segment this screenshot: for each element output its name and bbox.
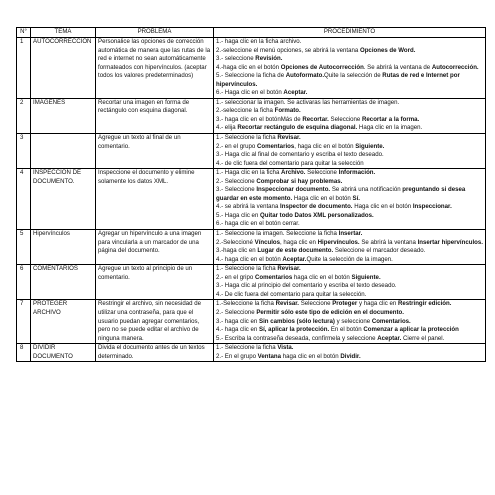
step-text: Haga clic en el botón	[292, 194, 353, 202]
table-row	[17, 344, 486, 362]
step-text: 4.- se abrirá la ventana	[216, 203, 281, 211]
step-emphasis: Permitir sólo este tipo de edición en el documento.	[256, 308, 404, 316]
procedure-step	[216, 335, 483, 344]
row-problema: Restringir el archivo, sin necesidad de utilizar una contraseña, para que el usuario puedan agregar comentarios, pero no se puede editar el archivo de ninguna manera.	[96, 300, 214, 344]
step-emphasis: Recortar.	[302, 115, 329, 123]
step-text: . Se abrirá la ventana de	[363, 63, 432, 71]
step-text: haga clic en el botón	[281, 352, 341, 360]
procedure-step	[216, 124, 483, 133]
procedure-step	[216, 220, 483, 229]
row-problema: Inspeccione el documento y elimine solamente los datos XML.	[96, 169, 214, 230]
row-number: 6	[17, 265, 31, 300]
step-emphasis: Inspeccionar.	[412, 203, 452, 211]
header-row	[17, 28, 486, 38]
step-text: Seleccione	[299, 300, 333, 308]
procedure-step	[216, 107, 483, 116]
step-text: , haga clic en el botón	[294, 142, 356, 150]
procedure-step	[216, 55, 483, 64]
step-emphasis: Aceptar.	[377, 334, 402, 342]
step-text: 1.- Seleccione la ficha	[216, 344, 278, 352]
procedure-step	[216, 151, 483, 160]
procedure-step	[216, 143, 483, 152]
step-emphasis: Comprobar si hay problemas.	[256, 177, 343, 185]
step-emphasis: Aceptar.	[282, 255, 307, 263]
header-tema: TEMA	[31, 28, 96, 38]
procedure-step	[216, 309, 483, 318]
procedure-step	[216, 239, 483, 248]
step-text: 1.-Seleccione la ficha	[216, 300, 276, 308]
step-emphasis: Comentarios	[257, 142, 295, 150]
header-procedimiento: PROCEDIMIENTO	[214, 28, 486, 38]
procedure-step	[216, 230, 483, 239]
step-text: haga clic en el botón	[292, 273, 352, 281]
header-num: N°	[17, 28, 31, 38]
step-text: 1.- haga clic en la ficha archivo.	[216, 38, 302, 45]
step-emphasis: Restringir edición.	[397, 300, 452, 308]
step-text: 1.- Haga clic en la ficha	[216, 169, 282, 177]
step-text: y haga clic en	[357, 300, 398, 308]
step-emphasis: Aceptar.	[283, 89, 308, 97]
step-text: Quite la selección de	[324, 72, 383, 80]
table-body	[17, 38, 486, 362]
row-tema: Hipervínculos	[31, 230, 96, 265]
step-text: 2.- Seleccione	[216, 177, 257, 185]
step-emphasis: Archivo.	[281, 169, 306, 177]
step-text: 6.- haga clic en el botón cerrar.	[216, 220, 300, 228]
table-row	[17, 38, 486, 99]
procedure-step	[216, 134, 483, 143]
procedure-step	[216, 178, 483, 187]
step-emphasis: Inspector de documento.	[280, 203, 353, 211]
step-emphasis: Comenzar a aplicar la protección	[363, 326, 459, 334]
procedure-step	[216, 318, 483, 327]
row-procedimiento	[214, 169, 486, 230]
step-text: 1.- Seleccione la imagen. Seleccione la ficha	[216, 230, 339, 238]
step-text: En el botón	[329, 326, 364, 334]
header-problema: PROBLEMA	[96, 28, 214, 38]
procedure-step	[216, 212, 483, 221]
step-text: 2.-Seleccioné	[216, 238, 255, 246]
step-text: 3.- haga clic en el botónMás de	[216, 115, 303, 123]
procedure-step	[216, 38, 483, 47]
step-emphasis: Recortar a la forma.	[362, 115, 420, 123]
row-number: 2	[17, 98, 31, 133]
step-emphasis: preguntando si desea guardar en este momento.	[216, 186, 466, 202]
procedure-step	[216, 300, 483, 309]
step-emphasis: Quitar todo Datos XML personalizados.	[260, 211, 374, 219]
table-row	[17, 134, 486, 169]
procedures-table	[16, 27, 486, 362]
step-text: 3.- Haga clic al principio del comentario y escriba el texto deseado.	[216, 282, 397, 290]
step-emphasis: Insertar hipervínculos.	[417, 238, 483, 246]
procedure-step	[216, 203, 483, 212]
procedure-step	[216, 116, 483, 125]
row-problema: Divida el documento antes de un textos determinado.	[96, 344, 214, 362]
procedure-step	[216, 186, 483, 203]
row-tema: AUTOCORRECCION	[31, 38, 96, 99]
step-text: 2.-seleccione el menú opciones, se abrirá la ventana	[216, 46, 360, 54]
step-text: Seleccione el marcador deseado.	[333, 247, 426, 255]
procedure-step	[216, 72, 483, 89]
step-text: 3.- Seleccione	[216, 186, 257, 194]
step-text: Quite la selección de la imagen.	[306, 255, 393, 263]
row-tema: INSPECCIÓN DE DOCUMENTO.	[31, 169, 96, 230]
row-procedimiento	[214, 134, 486, 169]
step-text: 1.- seleccionar la imagen. Se activaras las herramientas de imagen.	[216, 98, 400, 106]
step-emphasis: Revisar.	[277, 134, 301, 142]
step-emphasis: Sí.	[352, 194, 360, 202]
step-emphasis: Revisar.	[275, 300, 300, 308]
step-text: 4.- haga clic en	[216, 326, 260, 334]
table-row	[17, 98, 486, 133]
procedure-step	[216, 160, 483, 169]
procedure-step	[216, 291, 483, 300]
procedure-step	[216, 344, 483, 353]
step-emphasis: Opciones de Autocorrección	[280, 63, 364, 71]
step-emphasis: Vista.	[277, 344, 294, 352]
step-emphasis: Siguiente.	[351, 273, 381, 281]
step-text: Seleccione	[328, 115, 363, 123]
step-emphasis: Recortar rectángulo de esquina diagonal.	[237, 124, 358, 132]
step-emphasis: Autoformato.	[285, 72, 325, 80]
step-emphasis: Siguiente.	[355, 142, 385, 150]
step-text: Cierre el panel.	[401, 334, 445, 342]
row-number: 3	[17, 134, 31, 169]
procedure-step	[216, 99, 483, 108]
step-text: 1.- Seleccione la ficha	[216, 265, 278, 273]
step-text: 2.- En el grupo	[216, 352, 258, 360]
step-text: 3.- Haga clic al final de comentario y escriba el texto deseado.	[216, 151, 384, 159]
procedure-step	[216, 274, 483, 283]
step-emphasis: Formato.	[274, 107, 301, 115]
step-text: 3.- seleccione	[216, 55, 256, 63]
step-emphasis: Comentarios.	[371, 317, 411, 325]
row-problema: Agregue un texto al principio de un comentario.	[96, 265, 214, 300]
step-text: 4.- elija	[216, 124, 238, 132]
row-tema: PROTEGER ARCHIVO	[31, 300, 96, 344]
row-problema: Personalice las opciones de corrección automática de manera que las rutas de la red e internet no sean automáticamente formateados con hipervínculos. (aceptar todos los valores predeterminados)	[96, 38, 214, 99]
step-text: Se abrirá una notificación	[330, 186, 403, 194]
row-problema: Recortar una imagen en forma de rectángulo con esquina diagonal.	[96, 98, 214, 133]
step-text: 4.- De clic fuera del comentario para quitar la selección.	[216, 290, 367, 298]
step-text: 5.- Haga clic en	[216, 211, 261, 219]
procedure-step	[216, 89, 483, 98]
table-row	[17, 230, 486, 265]
procedure-step	[216, 282, 483, 291]
row-procedimiento	[214, 300, 486, 344]
step-text: 4.- haga clic en el botón	[216, 255, 283, 263]
step-text: Haga clic en la imagen.	[357, 124, 423, 132]
procedure-step	[216, 64, 483, 73]
step-emphasis: Sin cambios (sólo lectura)	[259, 317, 335, 325]
table-row	[17, 265, 486, 300]
step-emphasis: Autocorrección.	[431, 63, 479, 71]
row-tema: IMÁGENES	[31, 98, 96, 133]
procedure-step	[216, 47, 483, 56]
row-tema	[31, 134, 96, 169]
row-number: 5	[17, 230, 31, 265]
row-tema: COMENTARIOS	[31, 265, 96, 300]
step-emphasis: Lugar de este documento.	[257, 247, 334, 255]
step-text: Seleccione	[305, 169, 339, 177]
step-text: Se abrirá la ventana	[359, 238, 418, 246]
step-text: 3.- haga clic en	[216, 317, 260, 325]
table-row	[17, 300, 486, 344]
step-text: Haga clic en el botón	[352, 203, 413, 211]
step-emphasis: Revisar.	[277, 265, 301, 273]
procedure-step	[216, 256, 483, 265]
row-number: 7	[17, 300, 31, 344]
step-text: 6.- Haga clic en el botón	[216, 89, 284, 97]
row-number: 8	[17, 344, 31, 362]
procedure-step	[216, 247, 483, 256]
step-emphasis: Inspeccionar documento.	[256, 186, 331, 194]
step-emphasis: Revisión.	[255, 55, 283, 63]
step-text: 2.-seleccione la ficha	[216, 107, 275, 115]
procedure-step	[216, 353, 483, 362]
step-text: 4.-haga clic en el botón	[216, 63, 281, 71]
row-procedimiento	[214, 265, 486, 300]
row-problema: Agregue un texto al final de un comentario.	[96, 134, 214, 169]
row-procedimiento	[214, 38, 486, 99]
row-procedimiento	[214, 230, 486, 265]
step-emphasis: Insertar.	[338, 230, 363, 238]
step-emphasis: Información.	[338, 169, 376, 177]
step-emphasis: Sí, aplicar la protección.	[259, 326, 330, 334]
step-emphasis: Rutas de red e Internet por hipervínculos.	[216, 72, 460, 88]
step-emphasis: Opciones de Word.	[359, 46, 416, 54]
table-row	[17, 169, 486, 230]
step-emphasis: Dividir.	[340, 352, 361, 360]
step-text: 2.- en el grupo	[216, 142, 257, 150]
row-procedimiento	[214, 98, 486, 133]
step-text: y seleccione	[334, 317, 372, 325]
step-text: 5.- Seleccione la ficha de	[216, 72, 286, 80]
step-text: 2.- Seleccione	[216, 308, 257, 316]
step-text: 2.- en el gripo	[216, 273, 255, 281]
procedure-step	[216, 326, 483, 335]
step-text: 1.- Seleccione la ficha	[216, 134, 278, 142]
row-number: 1	[17, 38, 31, 99]
step-text: , haga clic en	[280, 238, 318, 246]
row-tema: DIVIDIR DOCUMENTO	[31, 344, 96, 362]
step-text: 3.-haga clic en	[216, 247, 258, 255]
step-emphasis: Vínculos	[254, 238, 281, 246]
row-problema: Agregar un hipervínculo a una imagen para vincularla a un marcador de una página del documento.	[96, 230, 214, 265]
row-procedimiento	[214, 344, 486, 362]
step-emphasis: Hipervínculos.	[317, 238, 360, 246]
row-number: 4	[17, 169, 31, 230]
procedure-step	[216, 169, 483, 178]
step-emphasis: Ventana	[257, 352, 282, 360]
step-text: 5.- Escriba la contraseña deseada, confírmela y seleccione	[216, 334, 378, 342]
step-text: 4.- de clic fuera del comentario para quitar la selección	[216, 159, 364, 167]
step-emphasis: Comentarios	[254, 273, 293, 281]
step-emphasis: Proteger	[332, 300, 358, 308]
procedure-step	[216, 265, 483, 274]
